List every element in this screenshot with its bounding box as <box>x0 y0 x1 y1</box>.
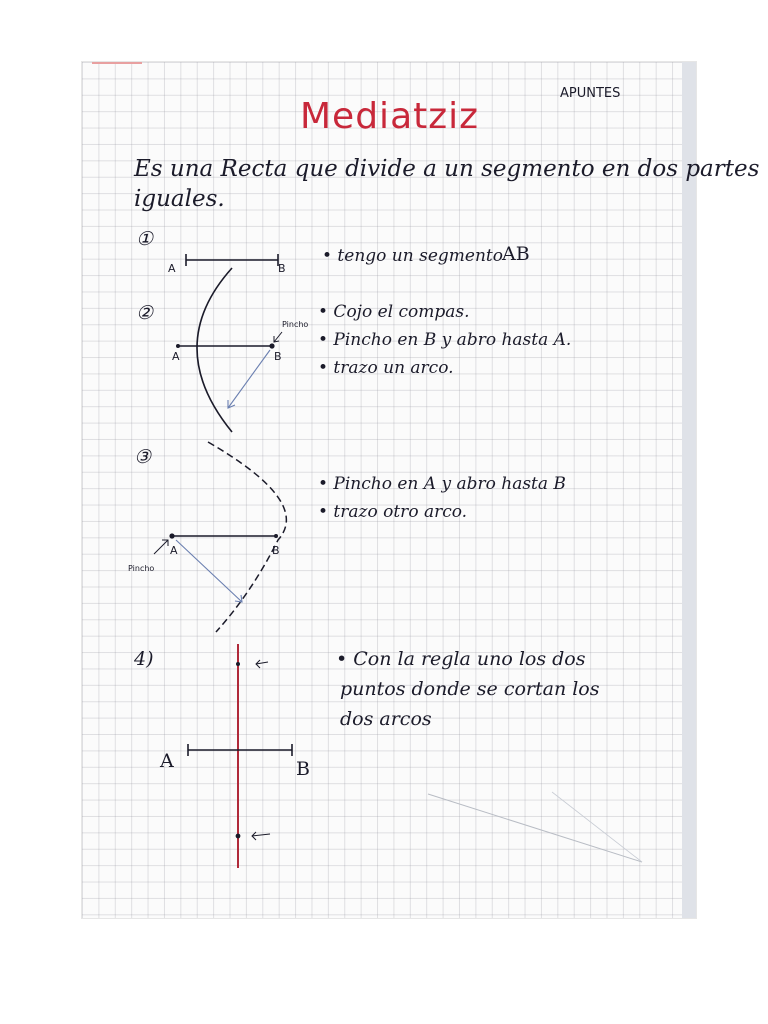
step-4-figure <box>188 644 292 868</box>
step-3-label-pincho: Pincho <box>128 564 155 573</box>
step-4-label-a: A <box>160 750 174 772</box>
step-4-number: 4) <box>134 648 154 670</box>
step-4-note-2: puntos donde se cortan los <box>340 678 600 700</box>
construction-drawings <box>82 62 696 918</box>
definition-line-1: Es una Recta que divide a un segmento en dos partes <box>134 156 760 182</box>
step-1-segment <box>186 254 278 266</box>
step-2-label-b: B <box>274 350 282 363</box>
step-1-segment-name: AB <box>502 243 530 265</box>
step-3-label-b: B <box>272 544 280 557</box>
step-1-note-1: • tengo un segmento <box>322 246 503 266</box>
notebook-page <box>82 62 760 918</box>
definition-line-2: iguales. <box>134 186 225 212</box>
step-4-note-1: • Con la regla uno los dos <box>336 648 586 670</box>
step-1-number: ① <box>136 228 154 250</box>
step-2-label-a: A <box>172 350 180 363</box>
step-2-note-3: • trazo un arco. <box>318 358 454 378</box>
faint-pencil-marks <box>428 792 642 862</box>
step-1-label-a: A <box>168 262 176 275</box>
step-2-label-pincho: Pincho <box>282 320 309 329</box>
step-4-label-b: B <box>296 758 310 780</box>
step-2-figure <box>176 268 282 432</box>
step-2-number: ② <box>136 302 154 324</box>
step-3-note-1: • Pincho en A y abro hasta B <box>318 474 566 494</box>
step-4-note-3: dos arcos <box>340 708 432 730</box>
step-1-label-b: B <box>278 262 286 275</box>
step-3-note-2: • trazo otro arco. <box>318 502 468 522</box>
step-3-label-a: A <box>170 544 178 557</box>
notes-tag: APUNTES <box>560 86 621 101</box>
step-2-note-2: • Pincho en B y abro hasta A. <box>318 330 572 350</box>
step-3-number: ③ <box>134 446 152 468</box>
step-3-figure <box>154 442 286 632</box>
step-2-note-1: • Cojo el compas. <box>318 302 470 322</box>
page-title: Mediatziz <box>300 96 480 137</box>
